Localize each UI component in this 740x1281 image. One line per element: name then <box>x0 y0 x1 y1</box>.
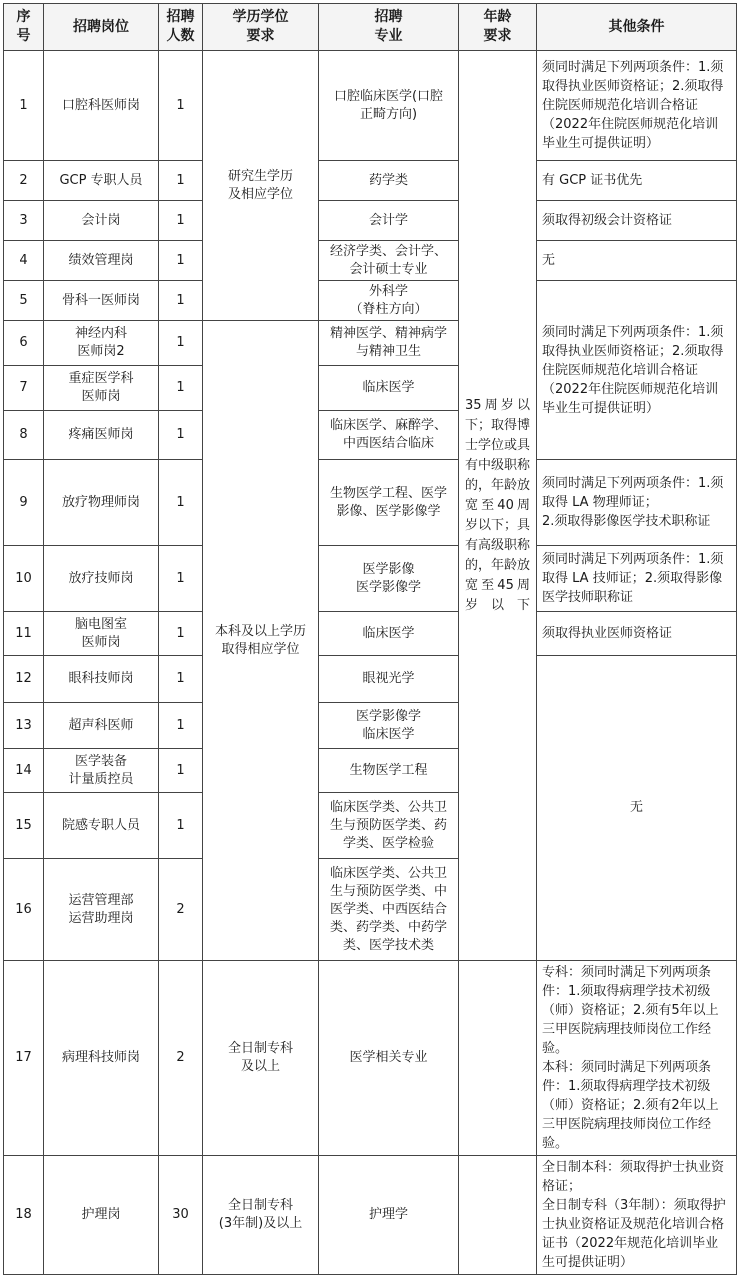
cell-other: 须同时满足下列两项条件：1.须取得 LA 技师证；2.须取得影像医学技师职称证 <box>537 546 737 612</box>
cell-count: 1 <box>159 793 203 859</box>
cell-post: 神经内科 医师岗2 <box>44 321 159 366</box>
header-other: 其他条件 <box>537 4 737 51</box>
cell-post: 病理科技师岗 <box>44 961 159 1156</box>
cell-count: 1 <box>159 656 203 703</box>
cell-no: 1 <box>4 51 44 161</box>
table-row <box>4 656 737 703</box>
table-row <box>4 1156 737 1275</box>
header-age: 年龄 要求 <box>459 4 537 51</box>
cell-count: 1 <box>159 411 203 460</box>
cell-count: 1 <box>159 281 203 321</box>
cell-post: 院感专职人员 <box>44 793 159 859</box>
cell-major: 会计学 <box>319 201 459 241</box>
cell-major: 眼视光学 <box>319 656 459 703</box>
cell-other: 无 <box>537 656 737 961</box>
cell-count: 2 <box>159 961 203 1156</box>
cell-other: 须同时满足下列两项条件：1.须取得执业医师资格证；2.须取得住院医师规范化培训合格证（2022年住院医师规范化培训毕业生可提供证明） <box>537 281 737 460</box>
cell-no: 2 <box>4 161 44 201</box>
header-major: 招聘 专业 <box>319 4 459 51</box>
cell-post: 脑电图室 医师岗 <box>44 612 159 656</box>
cell-major: 医学影像学 临床医学 <box>319 703 459 749</box>
cell-no: 12 <box>4 656 44 703</box>
cell-major: 生物医学工程 <box>319 749 459 793</box>
cell-count: 1 <box>159 161 203 201</box>
cell-major: 医学相关专业 <box>319 961 459 1156</box>
cell-edu-bachelor: 本科及以上学历 取得相应学位 <box>203 321 319 961</box>
cell-other: 有 GCP 证书优先 <box>537 161 737 201</box>
cell-no: 8 <box>4 411 44 460</box>
recruitment-table <box>3 3 737 1275</box>
cell-count: 1 <box>159 460 203 546</box>
cell-post: 疼痛医师岗 <box>44 411 159 460</box>
cell-age: 35周岁以下；取得博士学位或具有中级职称的，年龄放宽至40周岁以下；具有高级职称的，年龄放宽至45周岁以下 <box>459 51 537 961</box>
cell-post: 重症医学科 医师岗 <box>44 366 159 411</box>
cell-major: 口腔临床医学(口腔 正畸方向) <box>319 51 459 161</box>
cell-count: 1 <box>159 51 203 161</box>
header-no: 序 号 <box>4 4 44 51</box>
cell-no: 18 <box>4 1156 44 1275</box>
cell-count: 30 <box>159 1156 203 1275</box>
cell-count: 1 <box>159 366 203 411</box>
cell-other: 须取得执业医师资格证 <box>537 612 737 656</box>
cell-edu-grad: 研究生学历 及相应学位 <box>203 51 319 321</box>
cell-post: 护理岗 <box>44 1156 159 1275</box>
table-row <box>4 961 737 1156</box>
cell-other: 无 <box>537 241 737 281</box>
cell-no: 10 <box>4 546 44 612</box>
cell-count: 1 <box>159 612 203 656</box>
cell-count: 1 <box>159 703 203 749</box>
cell-major: 护理学 <box>319 1156 459 1275</box>
cell-major: 药学类 <box>319 161 459 201</box>
cell-no: 15 <box>4 793 44 859</box>
cell-no: 4 <box>4 241 44 281</box>
table-row <box>4 241 737 281</box>
cell-major: 生物医学工程、医学 影像、医学影像学 <box>319 460 459 546</box>
table-row <box>4 460 737 546</box>
cell-age-empty <box>459 1156 537 1275</box>
cell-other: 须同时满足下列两项条件：1.须取得执业医师资格证；2.须取得住院医师规范化培训合格证（2022年住院医师规范化培训毕业生可提供证明） <box>537 51 737 161</box>
cell-edu-fulltime3: 全日制专科 (3年制)及以上 <box>203 1156 319 1275</box>
header-count: 招聘 人数 <box>159 4 203 51</box>
header-row <box>4 4 737 51</box>
cell-count: 1 <box>159 321 203 366</box>
cell-post: 绩效管理岗 <box>44 241 159 281</box>
cell-no: 13 <box>4 703 44 749</box>
cell-post: 口腔科医师岗 <box>44 51 159 161</box>
cell-no: 9 <box>4 460 44 546</box>
table-row <box>4 546 737 612</box>
cell-major: 临床医学类、公共卫 生与预防医学类、药 学类、医学检验 <box>319 793 459 859</box>
cell-other: 全日制本科：须取得护士执业资格证； 全日制专科（3年制）：须取得护士执业资格证及规范化培训合格证书（2022年规范化培训毕业生可提供证明） <box>537 1156 737 1275</box>
table-row <box>4 201 737 241</box>
table-row <box>4 612 737 656</box>
cell-age-empty <box>459 961 537 1156</box>
cell-post: 运营管理部 运营助理岗 <box>44 859 159 961</box>
cell-no: 16 <box>4 859 44 961</box>
cell-no: 5 <box>4 281 44 321</box>
cell-major: 医学影像 医学影像学 <box>319 546 459 612</box>
cell-post: 医学装备 计量质控员 <box>44 749 159 793</box>
cell-count: 1 <box>159 201 203 241</box>
cell-no: 14 <box>4 749 44 793</box>
cell-post: 放疗技师岗 <box>44 546 159 612</box>
cell-major: 经济学类、会计学、 会计硕士专业 <box>319 241 459 281</box>
recruitment-table-container <box>3 3 736 1275</box>
cell-major: 临床医学类、公共卫 生与预防医学类、中 医学类、中西医结合 类、药学类、中药学 类、医学技术类 <box>319 859 459 961</box>
cell-post: 放疗物理师岗 <box>44 460 159 546</box>
cell-other: 须同时满足下列两项条件：1.须取得 LA 物理师证； 2.须取得影像医学技术职称证 <box>537 460 737 546</box>
cell-edu-fulltime: 全日制专科 及以上 <box>203 961 319 1156</box>
cell-major: 精神医学、精神病学 与精神卫生 <box>319 321 459 366</box>
cell-major: 临床医学、麻醉学、 中西医结合临床 <box>319 411 459 460</box>
cell-major: 临床医学 <box>319 612 459 656</box>
header-edu: 学历学位 要求 <box>203 4 319 51</box>
header-post: 招聘岗位 <box>44 4 159 51</box>
cell-count: 1 <box>159 546 203 612</box>
cell-major: 临床医学 <box>319 366 459 411</box>
cell-no: 17 <box>4 961 44 1156</box>
cell-other: 专科：须同时满足下列两项条件：1.须取得病理学技术初级（师）资格证；2.须有5年以上三甲医院病理技师岗位工作经验。 本科：须同时满足下列两项条件：1.须取得病理学技术初级（师）资格证；2.须有2年以上三甲医院病理技师岗位工作经验。 <box>537 961 737 1156</box>
table-row <box>4 51 737 161</box>
cell-post: GCP 专职人员 <box>44 161 159 201</box>
cell-count: 1 <box>159 749 203 793</box>
cell-post: 超声科医师 <box>44 703 159 749</box>
table-row <box>4 281 737 321</box>
table-row <box>4 161 737 201</box>
cell-post: 会计岗 <box>44 201 159 241</box>
cell-major: 外科学 （脊柱方向） <box>319 281 459 321</box>
cell-post: 眼科技师岗 <box>44 656 159 703</box>
cell-no: 11 <box>4 612 44 656</box>
cell-no: 6 <box>4 321 44 366</box>
cell-post: 骨科一医师岗 <box>44 281 159 321</box>
cell-no: 7 <box>4 366 44 411</box>
cell-no: 3 <box>4 201 44 241</box>
cell-count: 1 <box>159 241 203 281</box>
cell-count: 2 <box>159 859 203 961</box>
cell-other: 须取得初级会计资格证 <box>537 201 737 241</box>
